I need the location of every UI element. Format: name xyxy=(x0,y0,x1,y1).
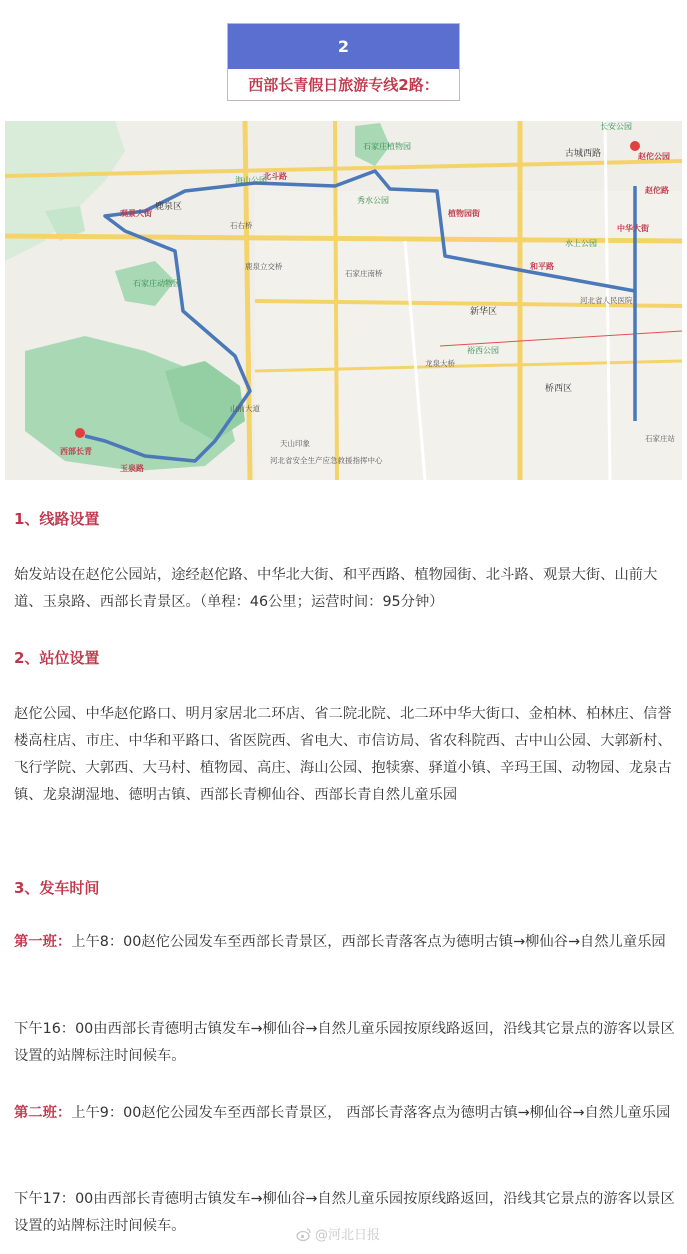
section-body-stops: 赵佗公园、中华赵佗路口、明月家居北二环店、省二院北院、北二环中华大街口、金柏林、柏林庄、信誉楼高柱店、市庄、中华和平路口、省医院西、省电大、市信访局、省农科院西、古中山公园、大郭新村、飞行学院、大郭西、大马村、植物园、高庄、海山公园、抱犊寨、驿道小镇、辛玛王国、动物园、龙泉古镇、龙泉湖湿地、德明古镇、西部长青柳仙谷、西部长青自然儿童乐园 xyxy=(14,706,672,803)
schedule-first-pm: 下午16：00由西部长青德明古镇发车→柳仙谷→自然儿童乐园按原线路返回，沿线其它景点的游客以景区设置的站牌标注时间候车。 xyxy=(14,1021,675,1064)
label-tianshan: 天山印象 xyxy=(280,439,310,448)
city-area xyxy=(255,191,682,480)
label-emergency-center: 河北省安全生产应急救援指挥中心 xyxy=(270,456,383,465)
first-shift-label: 第一班： xyxy=(14,934,72,950)
section-heading-stops: 2、站位设置 xyxy=(14,649,100,667)
label-station: 石家庄站 xyxy=(645,434,675,443)
second-shift-am-text: 上午9：00赵佗公园发车至西部长青景区， 西部长青落客点为德明古镇→柳仙谷→自然儿童乐园 xyxy=(71,1105,671,1121)
label-zhiwuyuan: 植物园街 xyxy=(448,209,480,218)
label-longquan: 龙泉大桥 xyxy=(425,359,455,368)
label-zhonghua: 中华大街 xyxy=(617,224,649,233)
route-title-box xyxy=(227,23,460,101)
watermark-text: @河北日报 xyxy=(315,1228,381,1243)
first-shift-am-text: 上午8：00赵佗公园发车至西部长青景区，西部长青落客点为德明古镇→柳仙谷→自然儿童乐园 xyxy=(71,934,666,950)
label-shuishang: 水上公园 xyxy=(565,239,597,248)
label-hospital: 河北省人民医院 xyxy=(580,296,633,305)
route-title: 西部长青假日旅游专线2路： xyxy=(228,69,459,100)
label-heping: 和平路 xyxy=(530,262,554,271)
label-haishan: 海山公园 xyxy=(235,176,267,185)
label-yuquan: 玉泉路 xyxy=(120,464,144,473)
route-map xyxy=(5,121,682,480)
section-body-route: 始发站设在赵佗公园站，途经赵佗路、中华北大街、和平西路、植物园街、北斗路、观景大街、山前大道、玉泉路、西部长青景区。（单程：46公里；运营时间：95分钟） xyxy=(14,567,658,610)
label-xinhua: 新华区 xyxy=(470,307,498,317)
start-marker xyxy=(75,428,85,438)
label-zhaotuo-road: 赵佗路 xyxy=(645,186,669,195)
label-beidou: 北斗路 xyxy=(263,172,287,181)
label-yuxi: 裕西公园 xyxy=(467,346,499,355)
weibo-icon xyxy=(296,1226,312,1242)
section-heading-route: 1、线路设置 xyxy=(14,510,100,528)
label-xiushui: 秀水公园 xyxy=(357,196,389,205)
label-botanic: 石家庄植物园 xyxy=(363,142,411,151)
label-shiyou: 石右桥 xyxy=(230,221,253,230)
label-shanqian: 山前大道 xyxy=(230,404,260,413)
label-luquan: 鹿泉区 xyxy=(155,202,183,212)
route-map-svg xyxy=(5,121,682,480)
label-guchengxi: 古城西路 xyxy=(565,149,602,159)
schedule-second-pm: 下午17：00由西部长青德明古镇发车→柳仙谷→自然儿童乐园按原线路返回，沿线其它景点的游客以景区设置的站牌标注时间候车。 xyxy=(14,1191,675,1234)
label-zhaotuo-park: 赵佗公园 xyxy=(638,152,670,161)
label-south-bridge: 石家庄南桥 xyxy=(345,269,383,278)
end-marker xyxy=(630,141,640,151)
schedule-second-am xyxy=(14,1100,676,1127)
section-heading-schedule: 3、发车时间 xyxy=(14,879,100,897)
label-qiaoxi: 桥西区 xyxy=(545,384,573,394)
label-zoo: 石家庄动物园 xyxy=(133,279,181,288)
watermark xyxy=(296,1224,380,1243)
label-xibu: 西部长青 xyxy=(60,447,92,456)
second-shift-label: 第二班： xyxy=(14,1105,72,1121)
label-guanjing: 观景大街 xyxy=(120,209,152,218)
label-changan: 长安公园 xyxy=(600,122,632,131)
schedule-first-am xyxy=(14,929,676,956)
route-number: 2 xyxy=(228,24,459,69)
label-luquan-bridge: 鹿泉立交桥 xyxy=(245,262,283,271)
